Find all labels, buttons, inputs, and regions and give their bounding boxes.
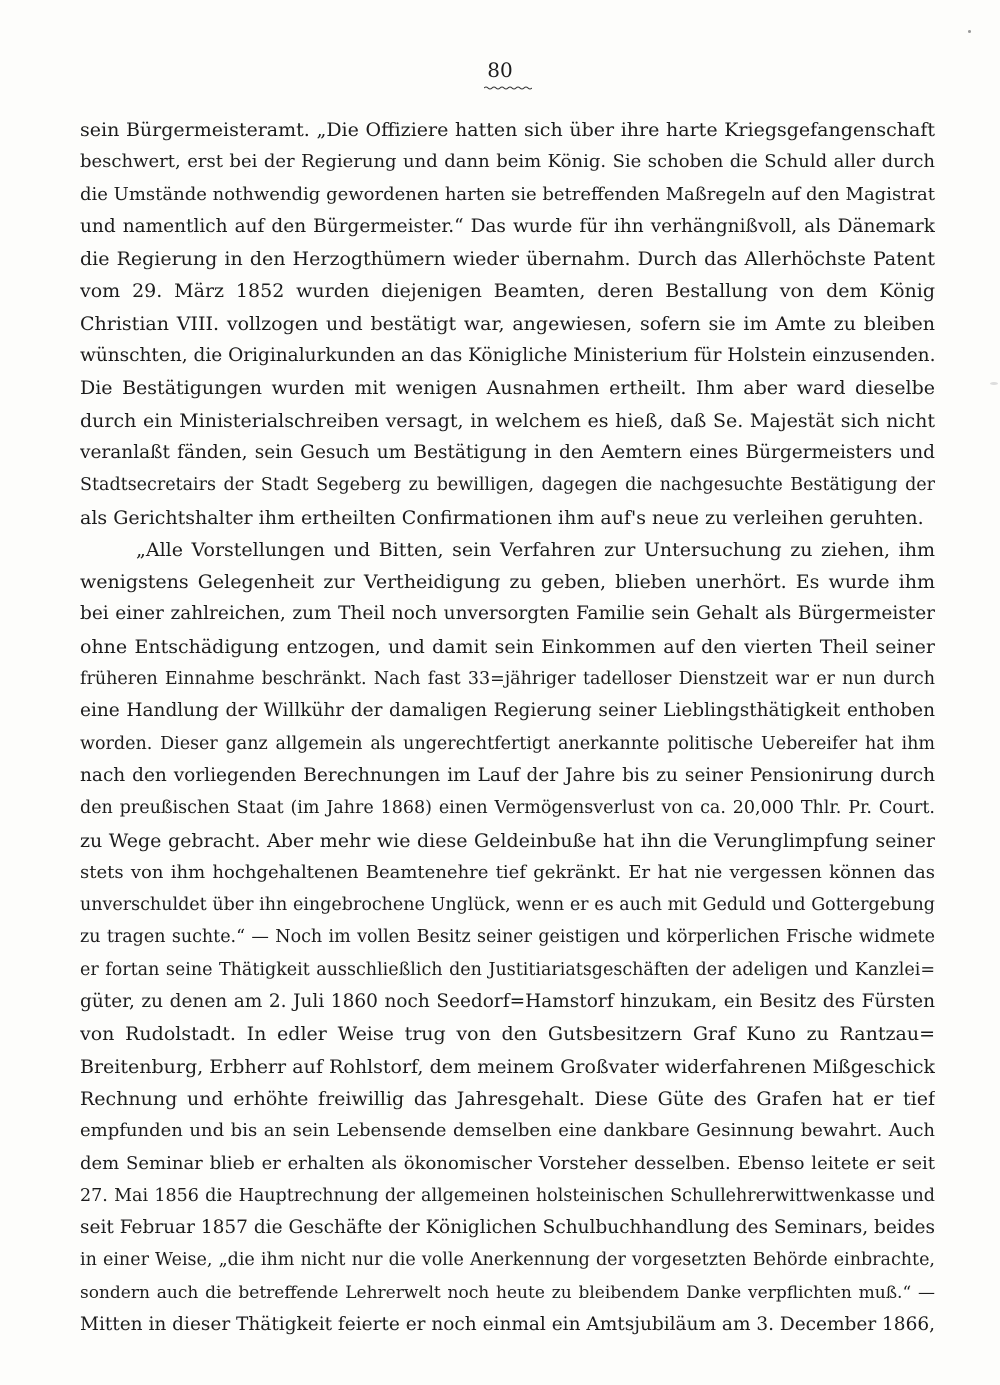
text-line: sondern auch die betreffende Lehrerwelt noch heute zu bleibendem Danke verpflichten muß.“ — (80, 1282, 935, 1303)
text-line: worden. Dieser ganz allgemein als ungerechtfertigt anerkannte politische Uebereifer hat ihm (80, 733, 935, 754)
text-line: Breitenburg, Erbherr auf Rohlstorf, dem meinem Großvater widerfahrenen Mißgeschick (80, 1055, 935, 1078)
text-line: die Regierung in den Herzogthümern wieder übernahm. Durch das Allerhöchste Patent (80, 248, 935, 271)
text-line: dem Seminar blieb er erhalten als ökonomischer Vorsteher desselben. Ebenso leitete er seit (80, 1152, 935, 1174)
text-line: durch ein Ministerialschreiben versagt, in welchem es hieß, daß Se. Majestät sich nicht (80, 409, 935, 432)
text-line: veranlaßt fänden, sein Gesuch um Bestätigung in den Aemtern eines Bürgermeisters und (80, 441, 935, 463)
text-line: wenigstens Gelegenheit zur Vertheidigung zu geben, blieben unerhört. Es wurde ihm (80, 571, 935, 594)
text-line: „Alle Vorstellungen und Bitten, sein Verfahren zur Untersuchung zu ziehen, ihm (136, 538, 935, 561)
text-line: er fortan seine Thätigkeit ausschließlich den Justitiariatsgeschäften der adeligen und Kanzlei= (80, 959, 935, 980)
text-line: unverschuldet über ihn eingebrochene Unglück, wenn er es auch mit Geduld und Gottergebung (80, 895, 935, 916)
text-line: bei einer zahlreichen, zum Theil noch unversorgten Familie sein Gehalt als Bürgermeister (80, 603, 935, 625)
text-line: ohne Entschädigung entzogen, und damit sein Einkommen auf den vierten Theil seiner (80, 635, 935, 658)
text-line: beschwert, erst bei der Regierung und dann beim König. Sie schoben die Schuld aller durch (80, 151, 935, 173)
paragraph (80, 114, 935, 534)
text-line: 27. Mai 1856 die Hauptrechnung der allgemeinen holsteinischen Schullehrerwittwenkasse und (80, 1185, 935, 1206)
page-number: 80 (487, 58, 513, 82)
text-line: güter, zu denen am 2. Juli 1860 noch Seedorf=Hamstorf hinzukam, ein Besitz des Fürsten (80, 991, 935, 1013)
text-line: vom 29. März 1852 wurden diejenigen Beamten, deren Bestallung von dem König (80, 280, 935, 303)
text-line: als Gerichtshalter ihm ertheilten Confirmationen ihm auf's neue zu verleihen geruhten. (80, 506, 924, 529)
text-line: Rechnung und erhöhte freiwillig das Jahresgehalt. Diese Güte des Grafen hat er tief (80, 1087, 935, 1110)
text-line: nach den vorliegenden Berechnungen im Lauf der Jahre bis zu seiner Pensionirung durch (80, 764, 935, 786)
text-line: Mitten in dieser Thätigkeit feierte er noch einmal ein Amtsjubiläum am 3. December 1866, (80, 1313, 935, 1335)
text-line: zu tragen suchte.“ — Noch im vollen Besitz seiner geistigen und körperlichen Frische widmete (80, 927, 935, 948)
text-line: Die Bestätigungen wurden mit wenigen Ausnahmen ertheilt. Ihm aber ward dieselbe (80, 377, 935, 400)
text-line: wünschten, die Originalurkunden an das Königliche Ministerium für Holstein einzusenden. (80, 345, 935, 367)
body-text (80, 114, 935, 1341)
scan-mark (968, 30, 971, 33)
text-line: in einer Weise, „die ihm nicht nur die volle Anerkennung der vorgesetzten Behörde einbrachte, (80, 1250, 935, 1271)
text-line: empfunden und bis an sein Lebensende demselben eine dankbare Gesinnung bewahrt. Auch (80, 1120, 935, 1142)
text-line: stets von ihm hochgehaltenen Beamtenehre tief gekränkt. Er hat nie vergessen können das (80, 861, 935, 883)
text-line: zu Wege gebracht. Aber mehr wie diese Geldeinbuße hat ihn die Verunglimpfung seiner (80, 829, 935, 852)
text-line: früheren Einnahme beschränkt. Nach fast 33=jähriger tadelloser Dienstzeit war er nun durch (80, 669, 935, 690)
text-line: Stadtsecretairs der Stadt Segeberg zu bewilligen, dagegen die nachgesuchte Bestätigung der (80, 475, 935, 496)
page-number-ornament (484, 86, 532, 90)
paragraph (80, 534, 935, 1341)
text-line: sein Bürgermeisteramt. „Die Offiziere hatten sich über ihre harte Kriegsgefangenschaft (80, 119, 935, 141)
text-line: seit Februar 1857 die Geschäfte der Königlichen Schulbuchhandlung des Seminars, beides (80, 1217, 935, 1239)
text-line: und namentlich auf den Bürgermeister.“ Das wurde für ihn verhängnißvoll, als Dänemark (80, 215, 935, 237)
scan-mark (990, 382, 998, 385)
text-line: eine Handlung der Willkühr der damaligen Regierung seiner Lieblingsthätigkeit enthoben (80, 700, 935, 722)
text-line: Christian VIII. vollzogen und bestätigt war, angewiesen, sofern sie im Amte zu bleiben (80, 312, 935, 335)
text-line: von Rudolstadt. In edler Weise trug von den Gutsbesitzern Graf Kuno zu Rantzau= (80, 1023, 935, 1046)
text-line: die Umstände nothwendig gewordenen harten sie betreffenden Maßregeln auf den Magistrat (80, 183, 935, 205)
text-line: den preußischen Staat (im Jahre 1868) einen Vermögensverlust von ca. 20,000 Thlr. Pr. Court. (80, 798, 935, 819)
